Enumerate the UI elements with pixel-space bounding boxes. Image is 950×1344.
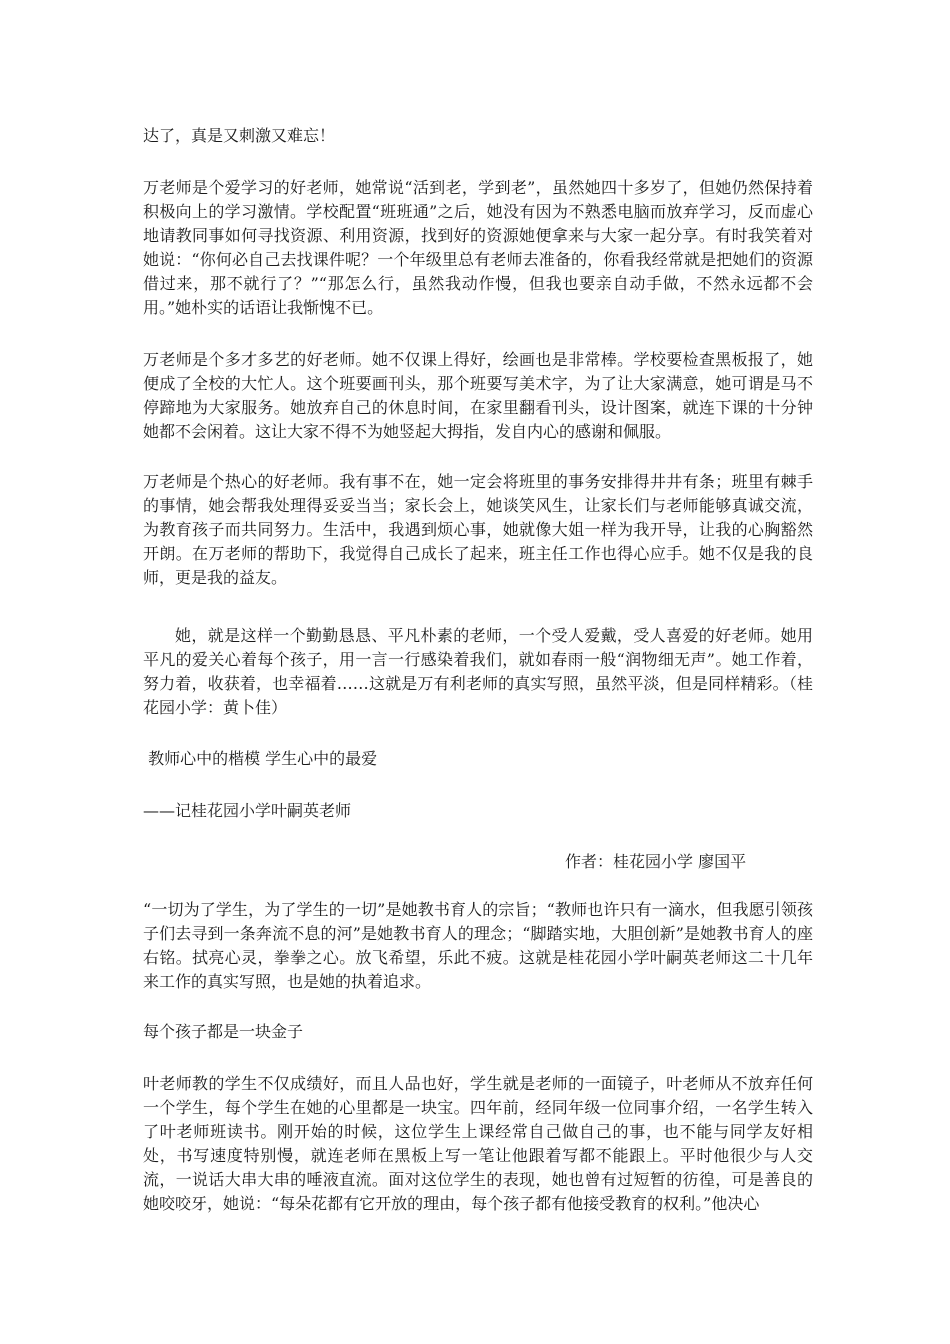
paragraph-story: 叶老师教的学生不仅成绩好，而且人品也好，学生就是老师的一面镜子，叶老师从不放弃任何一个学生，每个学生在她的心里都是一块宝。四年前，经同年级一位同事介绍，一名学生转入了叶老师班读书。刚开始的时候，这位学生上课经常自己做自己的事，也不能与同学友好相处，书写速度特别慢，就连老师在黑板上写一笔让他跟着写都不能跟上。平时他很少与人交流，一说话大串大串的唾液直流。面对这位学生的表现，她也曾有过短暂的彷徨，可是善良的她咬咬牙，她说：“每朵花都有它开放的理由，每个孩子都有他接受教育的权利。”他决心 [143,1074,813,1213]
article-author: 作者：桂花园小学 廖国平 [565,852,747,871]
paragraph-intro-end: 达了，真是又刺激又难忘！ [143,126,336,145]
section-heading: 每个孩子都是一块金子 [143,1022,304,1041]
paragraph-learning: 万老师是个爱学习的好老师，她常说“活到老，学到老”，虽然她四十多岁了，但她仍然保持着积极向上的学习激情。学校配置“班班通”之后，她没有因为不熟悉电脑而放弃学习，反而虚心地请教同事如何寻找资源、利用资源，找到好的资源她便拿来与大家一起分享。有时我笑着对她说：“你何必自己去找课件呢？一个年级里总有老师去准备的，你看我经常就是把她们的资源借过来，那不就行了？”“那怎么行，虽然我动作慢，但我也要亲自动手做，不然永远都不会用。”她朴实的话语让我惭愧不已。 [143,178,813,317]
article-title: 教师心中的楷模 学生心中的最爱 [143,749,378,768]
paragraph-warm: 万老师是个热心的好老师。我有事不在，她一定会将班里的事务安排得井井有条；班里有棘手的事情，她会帮我处理得妥妥当当；家长会上，她谈笑风生，让家长们与老师能够真诚交流，为教育孩子而共同努力。生活中，我遇到烦心事，她就像大姐一样为我开导，让我的心胸豁然开朗。在万老师的帮助下，我觉得自己成长了起来，班主任工作也得心应手。她不仅是我的良师，更是我的益友。 [143,472,813,587]
paragraph-talent: 万老师是个多才多艺的好老师。她不仅课上得好，绘画也是非常棒。学校要检查黑板报了，她便成了全校的大忙人。这个班要画刊头，那个班要写美术字，为了让大家满意，她可谓是马不停蹄地为大家服务。她放弃自己的休息时间，在家里翻看刊头，设计图案，就连下课的十分钟她都不会闲着。这让大家不得不为她竖起大拇指，发自内心的感谢和佩服。 [143,350,813,441]
article-subtitle: ——记桂花园小学叶嗣英老师 [143,801,352,820]
paragraph-summary: 她，就是这样一个勤勤恳恳、平凡朴素的老师，一个受人爱戴，受人喜爱的好老师。她用平凡的爱关心着每个孩子，用一言一行感染着我们，就如春雨一般“润物细无声”。她工作着，努力着，收获着，也幸福着……这就是万有利老师的真实写照，虽然平淡，但是同样精彩。（桂花园小学：黄卜佳） [143,626,813,717]
paragraph-motto: “一切为了学生，为了学生的一切”是她教书育人的宗旨；“教师也许只有一滴水，但我愿引领孩子们去寻到一条奔流不息的河”是她教书育人的理念；“脚踏实地，大胆创新”是她教书育人的座右铭。拭亮心灵，拳拳之心。放飞希望，乐此不疲。这就是桂花园小学叶嗣英老师这二十几年来工作的真实写照，也是她的执着追求。 [143,900,813,991]
